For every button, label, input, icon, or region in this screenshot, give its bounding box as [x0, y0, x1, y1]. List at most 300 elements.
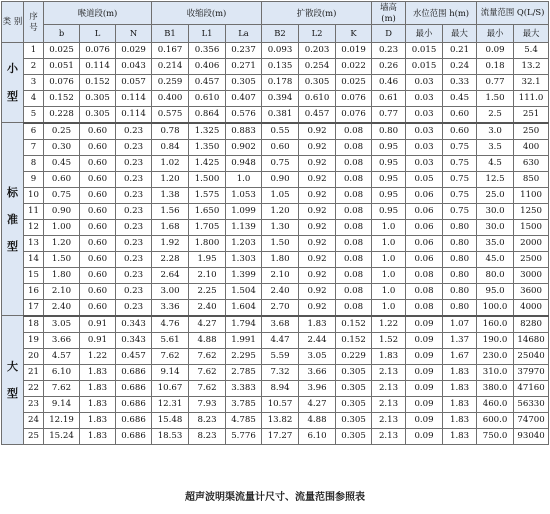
cell-h-max: 0.80 [443, 267, 477, 283]
cell-L1: 4.27 [189, 316, 226, 333]
cell-h-min: 0.09 [406, 348, 443, 364]
cell-La: 1.991 [226, 332, 262, 348]
cell-h-max: 0.80 [443, 299, 477, 316]
cell-B2: 17.27 [262, 428, 299, 444]
table-row [2, 283, 549, 299]
cell-La: 0.237 [226, 42, 262, 58]
cell-seq: 3 [24, 74, 44, 90]
cell-B2: 1.50 [262, 235, 299, 251]
cell-L: 0.60 [80, 171, 116, 187]
table-row [2, 380, 549, 396]
cell-q-min: 2.5 [477, 106, 514, 123]
cell-q-max: 74700 [514, 412, 549, 428]
category-char: 型 [7, 89, 18, 103]
cell-h-min: 0.06 [406, 187, 443, 203]
cell-q-min: 35.0 [477, 235, 514, 251]
cell-B1: 1.56 [152, 203, 189, 219]
cell-q-min: 95.0 [477, 283, 514, 299]
cell-h-max: 0.75 [443, 139, 477, 155]
cell-q-min: 1.50 [477, 90, 514, 106]
cell-seq: 19 [24, 332, 44, 348]
header-B1: B1 [152, 24, 189, 42]
cell-L: 1.83 [80, 380, 116, 396]
cell-q-max: 4000 [514, 299, 549, 316]
cell-L: 1.83 [80, 412, 116, 428]
cell-K: 0.076 [336, 106, 372, 123]
cell-b: 2.10 [44, 283, 80, 299]
cell-seq: 22 [24, 380, 44, 396]
header-q-max: 最大 [514, 24, 549, 42]
cell-D: 1.0 [372, 299, 406, 316]
cell-q-min: 0.09 [477, 42, 514, 58]
cell-seq: 23 [24, 396, 44, 412]
category-char: 准 [7, 212, 18, 226]
cell-h-min: 0.03 [406, 123, 443, 140]
cell-seq: 1 [24, 42, 44, 58]
cell-b: 0.025 [44, 42, 80, 58]
cell-L: 0.60 [80, 219, 116, 235]
cell-La: 1.504 [226, 283, 262, 299]
cell-B2: 2.40 [262, 283, 299, 299]
cell-B2: 1.05 [262, 187, 299, 203]
cell-B1: 5.61 [152, 332, 189, 348]
cell-seq: 12 [24, 219, 44, 235]
header-wall-height: 墙高 (m) [372, 2, 406, 25]
cell-L: 1.83 [80, 428, 116, 444]
cell-b: 0.45 [44, 155, 80, 171]
table-row [2, 316, 549, 333]
cell-h-max: 0.24 [443, 58, 477, 74]
cell-seq: 25 [24, 428, 44, 444]
cell-q-min: 45.0 [477, 251, 514, 267]
cell-L1: 0.864 [189, 106, 226, 123]
table-row [2, 42, 549, 58]
cell-B2: 0.178 [262, 74, 299, 90]
cell-N: 0.23 [116, 187, 152, 203]
header-flow-range: 流量范围 Q(L/S) [477, 2, 549, 25]
cell-B1: 0.78 [152, 123, 189, 140]
cell-b: 1.80 [44, 267, 80, 283]
cell-q-max: 1500 [514, 219, 549, 235]
cell-q-max: 13.2 [514, 58, 549, 74]
cell-h-max: 1.83 [443, 396, 477, 412]
cell-q-max: 37970 [514, 364, 549, 380]
cell-q-min: 0.77 [477, 74, 514, 90]
table-row [2, 219, 549, 235]
cell-L: 0.60 [80, 139, 116, 155]
cell-L1: 0.610 [189, 90, 226, 106]
cell-h-min: 0.05 [406, 171, 443, 187]
cell-q-max: 1250 [514, 203, 549, 219]
cell-h-min: 0.03 [406, 90, 443, 106]
cell-seq: 20 [24, 348, 44, 364]
table-row [2, 106, 549, 123]
cell-seq: 13 [24, 235, 44, 251]
cell-h-max: 0.80 [443, 235, 477, 251]
cell-b: 7.62 [44, 380, 80, 396]
cell-L1: 8.23 [189, 412, 226, 428]
cell-K: 0.08 [336, 251, 372, 267]
cell-D: 1.0 [372, 219, 406, 235]
cell-K: 0.022 [336, 58, 372, 74]
cell-h-min: 0.09 [406, 380, 443, 396]
cell-N: 0.23 [116, 283, 152, 299]
cell-L1: 2.10 [189, 267, 226, 283]
cell-L1: 7.62 [189, 380, 226, 396]
cell-L: 0.152 [80, 74, 116, 90]
cell-q-min: 160.0 [477, 316, 514, 333]
cell-b: 0.25 [44, 123, 80, 140]
cell-B1: 12.31 [152, 396, 189, 412]
cell-K: 0.08 [336, 123, 372, 140]
header-expansion: 扩散段(m) [262, 2, 372, 25]
cell-L1: 4.88 [189, 332, 226, 348]
cell-seq: 6 [24, 123, 44, 140]
cell-L1: 1.705 [189, 219, 226, 235]
cell-b: 9.14 [44, 396, 80, 412]
cell-L: 0.91 [80, 316, 116, 333]
cell-q-min: 310.0 [477, 364, 514, 380]
category-char: 型 [7, 239, 18, 253]
cell-b: 0.60 [44, 171, 80, 187]
cell-seq: 15 [24, 267, 44, 283]
cell-N: 0.343 [116, 316, 152, 333]
table-row [2, 90, 549, 106]
cell-b: 15.24 [44, 428, 80, 444]
cell-D: 2.13 [372, 364, 406, 380]
cell-b: 1.20 [44, 235, 80, 251]
cell-q-max: 32.1 [514, 74, 549, 90]
cell-K: 0.305 [336, 364, 372, 380]
cell-B1: 0.214 [152, 58, 189, 74]
cell-La: 2.295 [226, 348, 262, 364]
cell-seq: 14 [24, 251, 44, 267]
header-q-min: 最小 [477, 24, 514, 42]
cell-q-min: 230.0 [477, 348, 514, 364]
cell-q-min: 3.0 [477, 123, 514, 140]
cell-D: 0.95 [372, 171, 406, 187]
cell-q-max: 251 [514, 106, 549, 123]
cell-h-min: 0.03 [406, 139, 443, 155]
cell-q-max: 93040 [514, 428, 549, 444]
cell-L1: 7.62 [189, 348, 226, 364]
cell-D: 0.46 [372, 74, 406, 90]
cell-q-max: 850 [514, 171, 549, 187]
cell-seq: 7 [24, 139, 44, 155]
cell-L2: 0.92 [299, 155, 336, 171]
cell-D: 0.26 [372, 58, 406, 74]
cell-L2: 0.305 [299, 74, 336, 90]
cell-D: 1.52 [372, 332, 406, 348]
cell-q-max: 1100 [514, 187, 549, 203]
cell-seq: 5 [24, 106, 44, 123]
cell-La: 3.383 [226, 380, 262, 396]
cell-h-min: 0.06 [406, 235, 443, 251]
cell-b: 6.10 [44, 364, 80, 380]
cell-L2: 0.92 [299, 139, 336, 155]
cell-La: 0.407 [226, 90, 262, 106]
cell-q-min: 30.0 [477, 203, 514, 219]
cell-La: 0.271 [226, 58, 262, 74]
category-cell [2, 42, 24, 123]
cell-L1: 2.40 [189, 299, 226, 316]
cell-La: 1.139 [226, 219, 262, 235]
table-row [2, 123, 549, 140]
cell-K: 0.08 [336, 219, 372, 235]
cell-B2: 0.394 [262, 90, 299, 106]
cell-L2: 0.92 [299, 187, 336, 203]
category-char: 型 [7, 387, 18, 401]
cell-D: 1.83 [372, 348, 406, 364]
category-char: 大 [7, 359, 18, 373]
header-contraction: 收缩段(m) [152, 2, 262, 25]
cell-h-max: 0.45 [443, 90, 477, 106]
cell-L1: 1.500 [189, 171, 226, 187]
cell-N: 0.23 [116, 267, 152, 283]
cell-h-min: 0.06 [406, 219, 443, 235]
cell-q-max: 47160 [514, 380, 549, 396]
cell-B2: 0.60 [262, 139, 299, 155]
cell-La: 1.053 [226, 187, 262, 203]
table-row [2, 348, 549, 364]
cell-D: 1.0 [372, 251, 406, 267]
cell-seq: 11 [24, 203, 44, 219]
table-row [2, 332, 549, 348]
cell-h-max: 1.83 [443, 412, 477, 428]
cell-K: 0.08 [336, 299, 372, 316]
cell-N: 0.457 [116, 348, 152, 364]
cell-N: 0.343 [116, 332, 152, 348]
cell-q-min: 3.5 [477, 139, 514, 155]
cell-seq: 4 [24, 90, 44, 106]
cell-L1: 1.95 [189, 251, 226, 267]
cell-h-max: 0.80 [443, 251, 477, 267]
cell-seq: 16 [24, 283, 44, 299]
cell-L2: 0.254 [299, 58, 336, 74]
cell-L: 0.91 [80, 332, 116, 348]
cell-K: 0.08 [336, 235, 372, 251]
cell-K: 0.08 [336, 267, 372, 283]
cell-B2: 0.75 [262, 155, 299, 171]
cell-B2: 1.20 [262, 203, 299, 219]
cell-L2: 3.66 [299, 364, 336, 380]
cell-h-max: 0.80 [443, 219, 477, 235]
cell-K: 0.08 [336, 139, 372, 155]
cell-L2: 0.92 [299, 123, 336, 140]
cell-K: 0.305 [336, 412, 372, 428]
cell-D: 0.77 [372, 106, 406, 123]
cell-La: 4.785 [226, 412, 262, 428]
category-char: 小 [7, 62, 18, 76]
cell-B1: 7.62 [152, 348, 189, 364]
cell-b: 2.40 [44, 299, 80, 316]
cell-L2: 0.457 [299, 106, 336, 123]
cell-L2: 1.83 [299, 316, 336, 333]
cell-b: 1.50 [44, 251, 80, 267]
cell-D: 2.13 [372, 428, 406, 444]
cell-h-max: 1.07 [443, 316, 477, 333]
cell-seq: 10 [24, 187, 44, 203]
cell-B1: 2.28 [152, 251, 189, 267]
cell-b: 3.66 [44, 332, 80, 348]
cell-N: 0.23 [116, 139, 152, 155]
cell-B1: 10.67 [152, 380, 189, 396]
table-row [2, 299, 549, 316]
cell-B1: 2.64 [152, 267, 189, 283]
cell-K: 0.229 [336, 348, 372, 364]
header-row-2 [2, 24, 549, 42]
cell-L: 0.60 [80, 235, 116, 251]
cell-L2: 0.92 [299, 171, 336, 187]
cell-b: 1.00 [44, 219, 80, 235]
cell-N: 0.23 [116, 155, 152, 171]
cell-La: 0.305 [226, 74, 262, 90]
cell-L1: 1.425 [189, 155, 226, 171]
cell-B1: 1.38 [152, 187, 189, 203]
header-category: 类 别 [2, 2, 24, 43]
cell-K: 0.08 [336, 155, 372, 171]
cell-q-min: 25.0 [477, 187, 514, 203]
table-caption: 超声波明渠流量计尺寸、流量范围参照表 [185, 492, 365, 503]
cell-B1: 3.00 [152, 283, 189, 299]
header-D: D [372, 24, 406, 42]
header-N: N [116, 24, 152, 42]
cell-N: 0.23 [116, 171, 152, 187]
cell-La: 1.203 [226, 235, 262, 251]
cell-q-max: 250 [514, 123, 549, 140]
cell-La: 1.794 [226, 316, 262, 333]
cell-L2: 0.92 [299, 219, 336, 235]
header-K: K [336, 24, 372, 42]
cell-seq: 21 [24, 364, 44, 380]
cell-q-max: 400 [514, 139, 549, 155]
cell-h-max: 1.37 [443, 332, 477, 348]
table-row [2, 396, 549, 412]
cell-N: 0.23 [116, 123, 152, 140]
cell-q-min: 100.0 [477, 299, 514, 316]
cell-B1: 1.02 [152, 155, 189, 171]
cell-K: 0.019 [336, 42, 372, 58]
cell-B1: 0.400 [152, 90, 189, 106]
cell-K: 0.076 [336, 90, 372, 106]
cell-seq: 24 [24, 412, 44, 428]
cell-q-max: 5.4 [514, 42, 549, 58]
cell-D: 1.0 [372, 283, 406, 299]
cell-q-max: 25040 [514, 348, 549, 364]
cell-N: 0.23 [116, 219, 152, 235]
cell-La: 0.576 [226, 106, 262, 123]
cell-q-min: 80.0 [477, 267, 514, 283]
table-row [2, 74, 549, 90]
cell-h-min: 0.03 [406, 155, 443, 171]
cell-h-min: 0.03 [406, 106, 443, 123]
cell-q-min: 600.0 [477, 412, 514, 428]
cell-h-min: 0.08 [406, 299, 443, 316]
table-body [2, 42, 549, 444]
cell-D: 0.80 [372, 123, 406, 140]
cell-h-max: 0.75 [443, 155, 477, 171]
cell-h-min: 0.03 [406, 74, 443, 90]
cell-L1: 1.650 [189, 203, 226, 219]
cell-N: 0.23 [116, 235, 152, 251]
cell-h-max: 0.80 [443, 283, 477, 299]
cell-L2: 0.92 [299, 235, 336, 251]
cell-L: 1.83 [80, 364, 116, 380]
cell-B1: 3.36 [152, 299, 189, 316]
cell-D: 1.0 [372, 235, 406, 251]
cell-b: 0.152 [44, 90, 80, 106]
cell-N: 0.23 [116, 203, 152, 219]
cell-b: 4.57 [44, 348, 80, 364]
cell-L2: 3.05 [299, 348, 336, 364]
cell-h-max: 1.83 [443, 428, 477, 444]
cell-B2: 8.94 [262, 380, 299, 396]
cell-L1: 7.62 [189, 364, 226, 380]
cell-h-max: 0.75 [443, 203, 477, 219]
cell-La: 5.776 [226, 428, 262, 444]
cell-N: 0.029 [116, 42, 152, 58]
cell-b: 0.90 [44, 203, 80, 219]
cell-B1: 0.575 [152, 106, 189, 123]
cell-L2: 0.92 [299, 267, 336, 283]
cell-La: 1.0 [226, 171, 262, 187]
cell-D: 1.0 [372, 267, 406, 283]
cell-B2: 4.47 [262, 332, 299, 348]
table-row [2, 251, 549, 267]
cell-q-max: 3000 [514, 267, 549, 283]
cell-B2: 3.68 [262, 316, 299, 333]
cell-La: 0.902 [226, 139, 262, 155]
cell-B1: 0.259 [152, 74, 189, 90]
cell-h-max: 0.75 [443, 187, 477, 203]
cell-q-min: 4.5 [477, 155, 514, 171]
cell-K: 0.08 [336, 283, 372, 299]
cell-La: 0.883 [226, 123, 262, 140]
cell-h-min: 0.015 [406, 42, 443, 58]
cell-N: 0.686 [116, 412, 152, 428]
table-row [2, 203, 549, 219]
header-b: b [44, 24, 80, 42]
category-cell [2, 123, 24, 316]
cell-q-min: 190.0 [477, 332, 514, 348]
table-row [2, 364, 549, 380]
cell-q-min: 380.0 [477, 380, 514, 396]
cell-b: 0.051 [44, 58, 80, 74]
cell-q-max: 8280 [514, 316, 549, 333]
cell-K: 0.305 [336, 428, 372, 444]
cell-B1: 0.84 [152, 139, 189, 155]
cell-h-min: 0.09 [406, 396, 443, 412]
cell-L: 0.60 [80, 123, 116, 140]
cell-h-max: 1.83 [443, 380, 477, 396]
cell-b: 3.05 [44, 316, 80, 333]
cell-seq: 17 [24, 299, 44, 316]
cell-N: 0.686 [116, 380, 152, 396]
header-h-max: 最大 [443, 24, 477, 42]
cell-L2: 0.92 [299, 203, 336, 219]
cell-q-max: 3600 [514, 283, 549, 299]
cell-L1: 0.356 [189, 42, 226, 58]
cell-L: 0.305 [80, 90, 116, 106]
cell-L2: 4.27 [299, 396, 336, 412]
cell-N: 0.686 [116, 428, 152, 444]
cell-B2: 10.57 [262, 396, 299, 412]
header-throat: 喉道段(m) [44, 2, 152, 25]
cell-L: 0.60 [80, 155, 116, 171]
header-seq: 序 号 [24, 2, 44, 43]
cell-L: 0.60 [80, 203, 116, 219]
cell-h-max: 0.60 [443, 123, 477, 140]
